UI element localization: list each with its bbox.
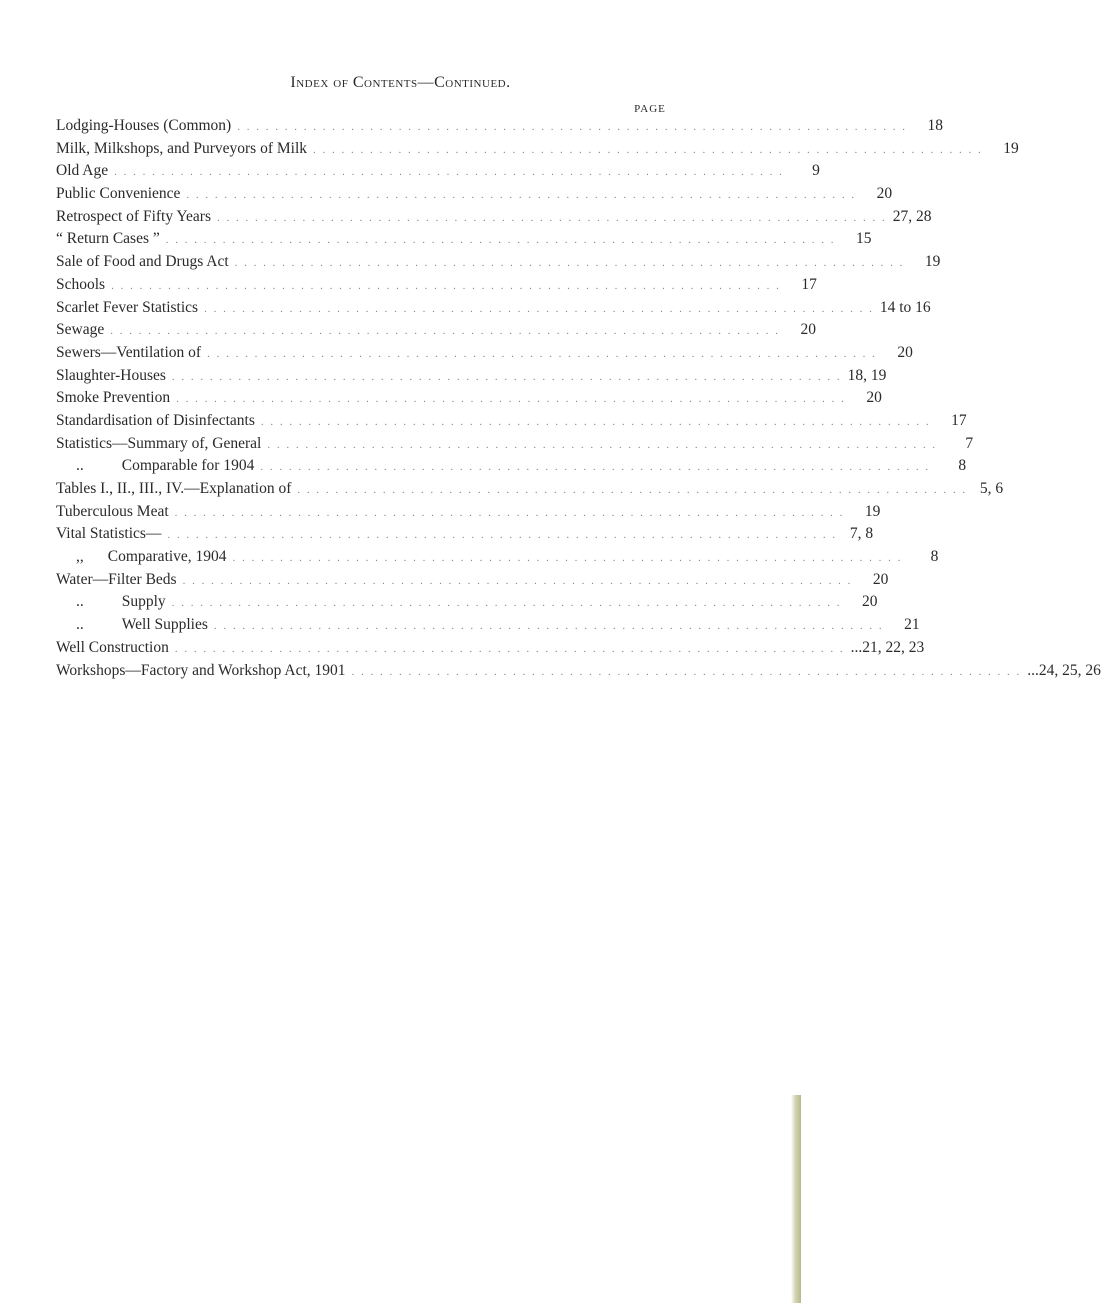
dot-leader: . . . . . . . . . . . . . . . . . . . . . . . . . . . . . . . . . . . . . . . . . . . . . . . . . . . . . . . . . . . . . . . . . . . . . . . (171, 370, 842, 383)
index-entry (56, 410, 967, 433)
index-entry (56, 160, 820, 183)
index-entry (56, 274, 817, 297)
entry-label (56, 591, 166, 614)
dot-leader: . . . . . . . . . . . . . . . . . . . . . . . . . . . . . . . . . . . . . . . . . . . . . . . . . . . . . . . . . . . . . . . . . . . . . . . (217, 211, 887, 224)
dot-leader: . . . . . . . . . . . . . . . . . . . . . . . . . . . . . . . . . . . . . . . . . . . . . . . . . . . . . . . . . . . . . . . . . . . . . . . (234, 257, 905, 270)
index-entry (56, 115, 943, 138)
entry-label (56, 614, 208, 637)
entry-page-numbers: 18 (927, 117, 943, 134)
index-entry (56, 433, 974, 456)
entry-page-numbers: 7, 8 (849, 525, 874, 543)
dot-leader: . . . . . . . . . . . . . . . . . . . . . . . . . . . . . . . . . . . . . . . . . . . . . . . . . . . . . . . . . . . . . . . . . . . . . . . (267, 438, 938, 451)
entry-page-numbers: 19 (864, 502, 881, 520)
index-entry (56, 228, 872, 251)
index-entry (56, 319, 816, 342)
entry-label (56, 387, 170, 410)
entry-text: Workshops—Factory and Workshop Act, 1901 (56, 661, 346, 679)
ditto-mark: ,, (76, 548, 84, 566)
index-entry (56, 660, 1101, 683)
entry-text: Scarlet Fever Statistics (56, 298, 199, 316)
entry-page-numbers: 21 (904, 616, 920, 634)
entry-text: Sewage (56, 321, 105, 339)
entry-text: Tables I., II., III., IV.—Explanation of (56, 480, 292, 497)
entry-text: Sale of Food and Drugs Act (56, 253, 229, 271)
entry-page-numbers: 20 (876, 185, 893, 203)
dot-leader: . . . . . . . . . . . . . . . . . . . . . . . . . . . . . . . . . . . . . . . . . . . . . . . . . . . . . . . . . . . . . . . . . . . . . . . (174, 642, 845, 655)
index-entry (56, 569, 889, 592)
page-edge-shadow (791, 1095, 801, 1303)
index-entry (56, 297, 931, 320)
entry-text: Well Construction (56, 638, 169, 656)
entry-label (56, 569, 177, 592)
entry-label (56, 160, 108, 183)
entry-text: Schools (56, 275, 106, 293)
dot-leader: . . . . . . . . . . . . . . . . . . . . . . . . . . . . . . . . . . . . . . . . . . . . . . . . . . . . . . . . . . . . . . . . . . . . . . . (167, 529, 838, 542)
dot-leader: . . . . . . . . . . . . . . . . . . . . . . . . . . . . . . . . . . . . . . . . . . . . . . . . . . . . . . . . . . . . . . . . . . . . . . . (110, 325, 780, 338)
entry-page-numbers: 17 (951, 411, 967, 429)
index-entry (56, 183, 893, 206)
entry-label (56, 433, 261, 456)
page-heading: Index of Contents—Continued. (290, 74, 511, 91)
dot-leader: . . . . . . . . . . . . . . . . . . . . . . . . . . . . . . . . . . . . . . . . . . . . . . . . . . . . . . . . . . . . . . . . . . . . . . . (165, 234, 836, 247)
entry-text: Lodging-Houses (Common) (56, 117, 232, 134)
entry-page-numbers: 18, 19 (847, 366, 887, 384)
index-entry (56, 546, 939, 569)
entry-label (56, 365, 166, 388)
entry-text: Comparable for 1904 (121, 457, 255, 475)
entry-page-numbers: 17 (801, 275, 817, 293)
entry-text: Statistics—Summary of, General (56, 434, 262, 452)
index-entry (56, 206, 932, 229)
entry-label (56, 637, 169, 660)
dot-leader: . . . . . . . . . . . . . . . . . . . . . . . . . . . . . . . . . . . . . . . . . . . . . . . . . . . . . . . . . . . . . . . . . . . . . . . (176, 393, 846, 406)
dot-leader: . . . . . . . . . . . . . . . . . . . . . . . . . . . . . . . . . . . . . . . . . . . . . . . . . . . . . . . . . . . . . . . . . . . . . . . (232, 552, 903, 565)
dot-leader: . . . . . . . . . . . . . . . . . . . . . . . . . . . . . . . . . . . . . . . . . . . . . . . . . . . . . . . . . . . . . . . . . . . . . . . (213, 620, 884, 633)
entry-text: Tuberculous Meat (56, 502, 169, 520)
index-entry (56, 501, 881, 524)
entry-text: Retrospect of Fifty Years (56, 207, 211, 225)
entry-page-numbers: 20 (897, 343, 913, 361)
entry-label (56, 410, 255, 433)
entry-text: Milk, Milkshops, and Purveyors of Milk (56, 139, 308, 157)
entry-label (56, 523, 161, 546)
entry-label (56, 115, 231, 138)
index-entry (56, 591, 878, 614)
entry-label (56, 660, 346, 683)
dot-leader: . . . . . . . . . . . . . . . . . . . . . . . . . . . . . . . . . . . . . . . . . . . . . . . . . . . . . . . . . . . . . . . . . . . . . . . (182, 574, 853, 587)
entry-page-numbers: 27, 28 (892, 207, 932, 225)
entry-text: Sewers—Ventilation of (56, 343, 202, 361)
dot-leader: . . . . . . . . . . . . . . . . . . . . . . . . . . . . . . . . . . . . . . . . . . . . . . . . . . . . . . . . . . . . . . . . . . . . . . . (186, 189, 857, 202)
entry-page-numbers: 20 (861, 593, 878, 611)
entry-label (56, 274, 105, 297)
dot-leader: . . . . . . . . . . . . . . . . . . . . . . . . . . . . . . . . . . . . . . . . . . . . . . . . . . . . . . . . . . . . . . . . . . . . . . . (260, 461, 931, 474)
entry-page-numbers: 9 (812, 162, 820, 180)
dot-leader: . . . . . . . . . . . . . . . . . . . . . . . . . . . . . . . . . . . . . . . . . . . . . . . . . . . . . . . . . . . . . . . . . . . . . . . (174, 506, 845, 519)
entry-text: Comparative, 1904 (107, 548, 227, 566)
dot-leader: . . . . . . . . . . . . . . . . . . . . . . . . . . . . . . . . . . . . . . . . . . . . . . . . . . . . . . . . . . . . . . . . . . . . . . . (351, 665, 1022, 678)
index-entry (56, 455, 967, 478)
entry-label (56, 546, 227, 569)
index-entry (56, 342, 913, 365)
dot-leader: . . . . . . . . . . . . . . . . . . . . . . . . . . . . . . . . . . . . . . . . . . . . . . . . . . . . . . . . . . . . . . . . . . . . . . . (237, 121, 907, 133)
entry-label (56, 297, 198, 320)
dot-leader: . . . . . . . . . . . . . . . . . . . . . . . . . . . . . . . . . . . . . . . . . . . . . . . . . . . . . . . . . . . . . . . . . . . . . . . (260, 415, 931, 428)
entry-page-numbers: 14 to 16 (879, 298, 931, 316)
index-entry (56, 523, 874, 546)
dot-leader: . . . . . . . . . . . . . . . . . . . . . . . . . . . . . . . . . . . . . . . . . . . . . . . . . . . . . . . . . . . . . . . . . . . . . . . (111, 279, 781, 292)
entry-page-numbers: 20 (866, 389, 882, 407)
entry-page-numbers: 7 (965, 434, 974, 452)
index-entry (56, 365, 887, 388)
entry-text: Public Convenience (56, 185, 181, 203)
ditto-mark: .. (76, 616, 84, 634)
entry-label (56, 206, 211, 229)
entry-label (56, 228, 160, 251)
entry-page-numbers: 19 (924, 253, 941, 271)
entry-label (56, 251, 229, 274)
entry-label (56, 319, 104, 342)
entry-text: Supply (121, 593, 166, 611)
entry-text: “ Return Cases ” (56, 230, 160, 248)
entry-label (56, 138, 307, 161)
entry-label (56, 501, 169, 524)
dot-leader: . . . . . . . . . . . . . . . . . . . . . . . . . . . . . . . . . . . . . . . . . . . . . . . . . . . . . . . . . . . . . . . . . . . . . . . (171, 597, 842, 610)
entry-text: Old Age (56, 162, 109, 180)
entry-page-numbers: 20 (800, 321, 816, 339)
dot-leader: . . . . . . . . . . . . . . . . . . . . . . . . . . . . . . . . . . . . . . . . . . . . . . . . . . . . . . . . . . . . . . . . . . . . . . . (204, 302, 874, 315)
entry-text: Vital Statistics— (56, 525, 162, 543)
dot-leader: . . . . . . . . . . . . . . . . . . . . . . . . . . . . . . . . . . . . . . . . . . . . . . . . . . . . . . . . . . . . . . . . . . . . . . . (297, 484, 968, 496)
entry-page-numbers: 8 (958, 457, 967, 475)
entry-page-numbers: 5, 6 (979, 480, 1004, 497)
entry-text: Well Supplies (121, 616, 208, 634)
ditto-mark: .. (76, 457, 84, 475)
index-entry (56, 637, 925, 660)
entry-text: Smoke Prevention (56, 389, 171, 407)
entry-page-numbers: 8 (930, 548, 939, 566)
entry-page-numbers: ...21, 22, 23 (850, 638, 925, 656)
index-entry (56, 138, 1019, 161)
index-entry (56, 478, 1004, 501)
dot-leader: . . . . . . . . . . . . . . . . . . . . . . . . . . . . . . . . . . . . . . . . . . . . . . . . . . . . . . . . . . . . . . . . . . . . . . . (313, 143, 983, 156)
entry-page-numbers: 20 (872, 570, 889, 588)
index-entry (56, 251, 941, 274)
index-entry (56, 387, 882, 410)
entry-label (56, 455, 254, 478)
entry-page-numbers: ...24, 25, 26 (1027, 661, 1101, 679)
entry-text: Water—Filter Beds (56, 570, 177, 588)
index-entries (56, 115, 1101, 682)
entry-text: Slaughter-Houses (56, 366, 166, 384)
entry-page-numbers: 19 (1003, 139, 1019, 157)
ditto-mark: .. (76, 593, 84, 611)
entry-label (56, 183, 180, 206)
page-column-label: PAGE (634, 103, 666, 115)
entry-label (56, 478, 291, 501)
entry-page-numbers: 15 (855, 230, 872, 248)
entry-text: Standardisation of Disinfectants (56, 411, 255, 429)
entry-label (56, 342, 201, 365)
dot-leader: . . . . . . . . . . . . . . . . . . . . . . . . . . . . . . . . . . . . . . . . . . . . . . . . . . . . . . . . . . . . . . . . . . . . . . . (207, 347, 877, 360)
dot-leader: . . . . . . . . . . . . . . . . . . . . . . . . . . . . . . . . . . . . . . . . . . . . . . . . . . . . . . . . . . . . . . . . . . . . . . . (114, 166, 784, 179)
index-entry (56, 614, 920, 637)
